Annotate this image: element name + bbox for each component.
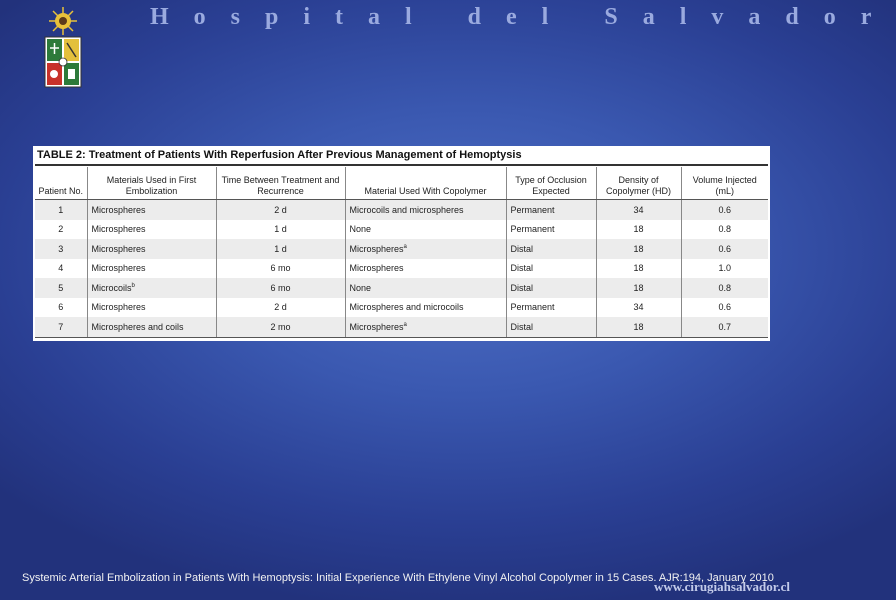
table-title: TABLE 2: Treatment of Patients With Reperfusion After Previous Management of Hemoptysis [37, 149, 522, 161]
cell-patient-no: 6 [35, 298, 87, 318]
cell-time: 6 mo [216, 259, 345, 279]
cell-volume: 0.8 [718, 224, 731, 235]
sun-emblem-icon [49, 7, 77, 35]
cell-first-materials [87, 278, 216, 298]
cell-copolymer-material: None [345, 278, 506, 298]
cell-occlusion: Permanent [506, 200, 596, 220]
website-url: www.cirugiahsalvador.cl [653, 579, 790, 594]
cell-occlusion: Permanent [506, 220, 596, 240]
cell-occlusion: Distal [506, 317, 596, 337]
table-figure [33, 146, 770, 341]
hospital-title: Hospital del Salvador [150, 4, 896, 30]
cell-patient-no: 1 [35, 200, 87, 220]
cell-density: 18 [596, 259, 681, 279]
cell-time: 2 d [216, 298, 345, 318]
cell-patient-no: 4 [35, 259, 87, 279]
header-first-materials: Materials Used in First Embolization [87, 167, 216, 200]
table-row [35, 220, 768, 240]
treatment-table [35, 167, 768, 338]
cell-volume: 0.6 [718, 302, 731, 313]
cell-density: 18 [596, 239, 681, 259]
cell-volume: 0.8 [681, 278, 768, 298]
cell-first-materials: Microspheres [87, 239, 216, 259]
table-row [35, 200, 768, 220]
cell-occlusion: Distal [506, 278, 596, 298]
table-row [35, 317, 768, 337]
cell-time: 2 d [216, 200, 345, 220]
footnote-mark-a: a [403, 243, 407, 250]
shield-icon [45, 37, 81, 87]
source-citation: Systemic Arterial Embolization in Patients With Hemoptysis: Initial Experience With Ethylene Vinyl Alcohol Copolymer in 15 Cases. AJR:194, January 2010 [22, 572, 774, 584]
cell-density: 18 [596, 317, 681, 337]
table-row [35, 278, 768, 298]
title-divider [35, 164, 768, 166]
cell-occlusion: Distal [506, 259, 596, 279]
cell-time: 1 d [216, 220, 345, 240]
cell-volume: 1.0 [718, 263, 731, 274]
header-volume: Volume Injected (mL) [681, 167, 768, 200]
cell-patient-no: 7 [35, 317, 87, 337]
cell-patient-no: 3 [35, 239, 87, 259]
cell-time: 2 mo [216, 317, 345, 337]
cell-occlusion: Distal [506, 239, 596, 259]
cell-volume: 0.6 [681, 239, 768, 259]
cell-copolymer-material [345, 317, 506, 337]
cell-copolymer-text: Microspheres [349, 321, 404, 332]
header-patient-no: Patient No. [35, 167, 87, 200]
table-row [35, 298, 768, 318]
cell-time: 1 d [216, 239, 345, 259]
cell-first-materials: Microspheres [87, 298, 216, 318]
footnote-mark-a: a [403, 321, 407, 328]
cell-density: 34 [596, 298, 681, 318]
cell-volume: 0.7 [681, 317, 768, 337]
cell-first-materials-text: Microcoils [91, 282, 132, 293]
table-header-row [35, 167, 768, 200]
university-crest-logo [40, 6, 86, 90]
cell-density: 18 [596, 278, 681, 298]
footnote-mark-b: b [131, 282, 135, 289]
header-copolymer-material: Material Used With Copolymer [345, 167, 506, 200]
header-occlusion-type: Type of Occlusion Expected [506, 167, 596, 200]
cell-density: 34 [596, 200, 681, 220]
cell-first-materials: Microspheres [87, 259, 216, 279]
table-row [35, 239, 768, 259]
cell-copolymer-material: None [345, 220, 506, 240]
cell-first-materials: Microspheres [87, 200, 216, 220]
cell-volume: 0.6 [681, 200, 768, 220]
cell-density: 18 [596, 220, 681, 240]
cell-copolymer-material [345, 239, 506, 259]
cell-patient-no: 2 [35, 220, 87, 240]
header-time-recurrence: Time Between Treatment and Recurrence [216, 167, 345, 200]
cell-patient-no: 5 [35, 278, 87, 298]
cell-first-materials: Microspheres [87, 220, 216, 240]
cell-first-materials: Microspheres and coils [87, 317, 216, 337]
cell-copolymer-material: Microcoils and microspheres [345, 200, 506, 220]
cell-occlusion: Permanent [506, 298, 596, 318]
cell-copolymer-material: Microspheres [345, 259, 506, 279]
cell-time: 6 mo [216, 278, 345, 298]
cell-copolymer-text: Microspheres [349, 243, 404, 254]
table-row [35, 259, 768, 279]
cell-copolymer-material: Microspheres and microcoils [345, 298, 506, 318]
header-density: Density of Copolymer (HD) [596, 167, 681, 200]
